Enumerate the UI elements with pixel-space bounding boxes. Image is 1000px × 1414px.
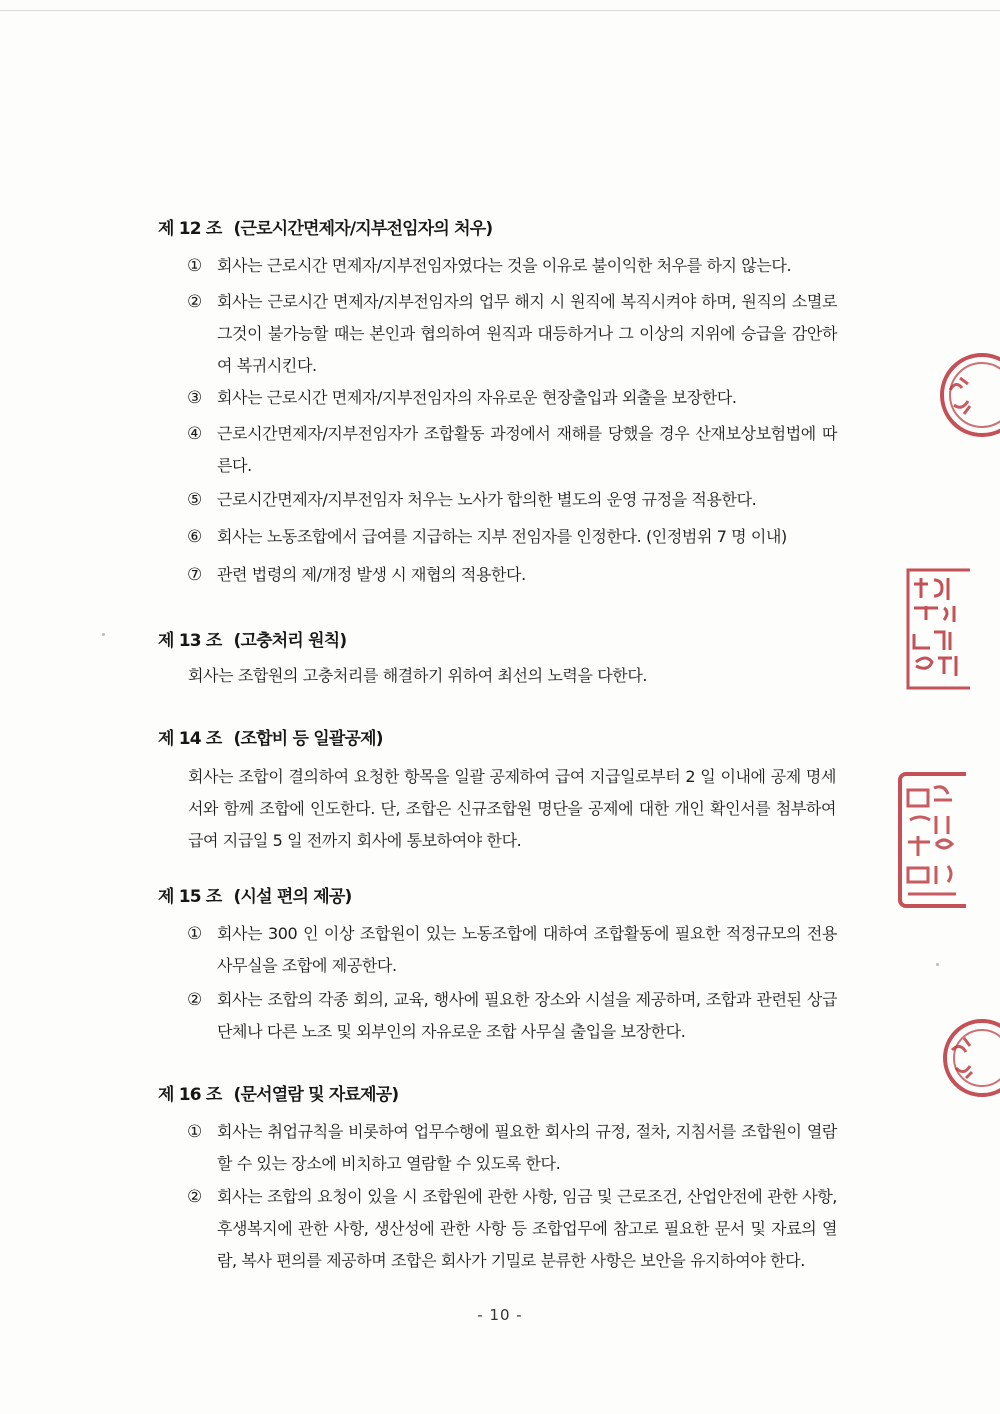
- article-14-heading: [158, 724, 383, 749]
- scan-speck: [936, 963, 939, 966]
- item-text: 회사는 근로시간 면제자/지부전임자의 업무 해지 시 원직에 복직시켜야 하며, 원직의 소멸로 그것이 불가능할 때는 본인과 협의하여 원직과 대등하거나 그 이상의 지위에 승급을 감안하여 복귀시킨다.: [217, 292, 837, 375]
- article-15-heading: [158, 882, 351, 907]
- article-12-item-3: [187, 382, 837, 414]
- article-12-item-7: [187, 559, 837, 591]
- item-marker: ④: [187, 424, 202, 444]
- item-text: 근로시간면제자/지부전임자가 조합활동 과정에서 재해를 당했을 경우 산재보상보험법에 따른다.: [217, 424, 837, 475]
- item-text: 회사는 근로시간 면제자/지부전임자였다는 것을 이유로 불이익한 처우를 하지 않는다.: [217, 256, 792, 275]
- item-marker: ①: [187, 256, 202, 276]
- article-16-item-2: [187, 1181, 837, 1277]
- item-text: 회사는 노동조합에서 급여를 지급하는 지부 전임자를 인정한다. (인정범위 7 명 이내): [217, 527, 787, 546]
- item-marker: ②: [187, 990, 202, 1010]
- article-14-title: (조합비 등 일괄공제): [233, 729, 383, 749]
- article-12-heading: [158, 214, 492, 239]
- article-14-number: 제 14 조: [158, 729, 222, 749]
- article-15-item-1: [187, 918, 837, 982]
- item-marker: ②: [187, 1187, 202, 1207]
- article-15-item-2: [187, 984, 837, 1048]
- item-text: 근로시간면제자/지부전임자 처우는 노사가 합의한 별도의 운영 규정을 적용한다.: [217, 490, 757, 509]
- union-seal-partial: [904, 566, 970, 692]
- item-marker: ①: [187, 924, 202, 944]
- article-14-paragraph: 회사는 조합이 결의하여 요청한 항목을 일괄 공제하여 급여 지급일로부터 2 일 이내에 공제 명세서와 함께 조합에 인도한다. 단, 조합은 신규조합원 명단을 공제에 대한 개인 확인서를 첨부하여 급여 지급일 5 일 전까지 회사에 통보하여야 한다.: [188, 767, 836, 850]
- page-number: - 10 -: [477, 1306, 523, 1324]
- item-marker: ③: [187, 388, 202, 408]
- article-16-title: (문서열람 및 자료제공): [233, 1085, 399, 1105]
- article-12-number: 제 12 조: [158, 219, 222, 239]
- item-text: 회사는 취업규칙을 비롯하여 업무수행에 필요한 회사의 규정, 절차, 지침서를 조합원이 열람할 수 있는 장소에 비치하고 열람할 수 있도록 한다.: [217, 1122, 837, 1173]
- article-12-item-2: [187, 286, 837, 382]
- item-marker: ②: [187, 292, 202, 312]
- round-seal-partial-2: [930, 1016, 1000, 1100]
- article-13-heading: [158, 626, 346, 651]
- item-text: 회사는 300 인 이상 조합원이 있는 노동조합에 대하여 조합활동에 필요한 적정규모의 전용사무실을 조합에 제공한다.: [217, 924, 837, 975]
- item-text: 회사는 조합의 각종 회의, 교육, 행사에 필요한 장소와 시설을 제공하며, 조합과 관련된 상급단체나 다른 노조 및 외부인의 자유로운 조합 사무실 출입을 보장한다.: [217, 990, 837, 1041]
- scan-speck: [102, 633, 105, 636]
- article-12-item-6: [187, 521, 837, 553]
- article-13-number: 제 13 조: [158, 631, 222, 651]
- article-12-item-5: [187, 484, 837, 516]
- article-16-heading: [158, 1080, 398, 1105]
- item-text: 회사는 근로시간 면제자/지부전임자의 자유로운 현장출입과 외출을 보장한다.: [217, 388, 737, 407]
- article-13-title: (고충처리 원칙): [233, 631, 347, 651]
- article-12-item-1: [187, 250, 837, 282]
- item-text: 관련 법령의 제/개정 발생 시 재협의 적용한다.: [217, 565, 526, 584]
- item-marker: ⑦: [187, 565, 202, 585]
- article-15-title: (시설 편의 제공): [233, 887, 352, 907]
- article-16-item-1: [187, 1116, 837, 1180]
- round-seal-partial: [920, 350, 1000, 440]
- item-marker: ⑤: [187, 490, 202, 510]
- square-seal-partial: [896, 770, 966, 910]
- article-15-number: 제 15 조: [158, 887, 222, 907]
- article-16-number: 제 16 조: [158, 1085, 222, 1105]
- item-marker: ⑥: [187, 527, 202, 547]
- item-marker: ①: [187, 1122, 202, 1142]
- article-12-title: (근로시간면제자/지부전임자의 처우): [233, 219, 493, 239]
- article-13-paragraph: 회사는 조합원의 고충처리를 해결하기 위하여 최선의 노력을 다한다.: [188, 666, 648, 685]
- item-text: 회사는 조합의 요청이 있을 시 조합원에 관한 사항, 임금 및 근로조건, 산업안전에 관한 사항, 후생복지에 관한 사항, 생산성에 관한 사항 등 조합업무에 참고로 필요한 문서 및 자료의 열람, 복사 편의를 제공하며 조합은 회사가 기밀로 분류한 사항은 보안을 유지하여야 한다.: [217, 1187, 837, 1270]
- article-12-item-4: [187, 418, 837, 482]
